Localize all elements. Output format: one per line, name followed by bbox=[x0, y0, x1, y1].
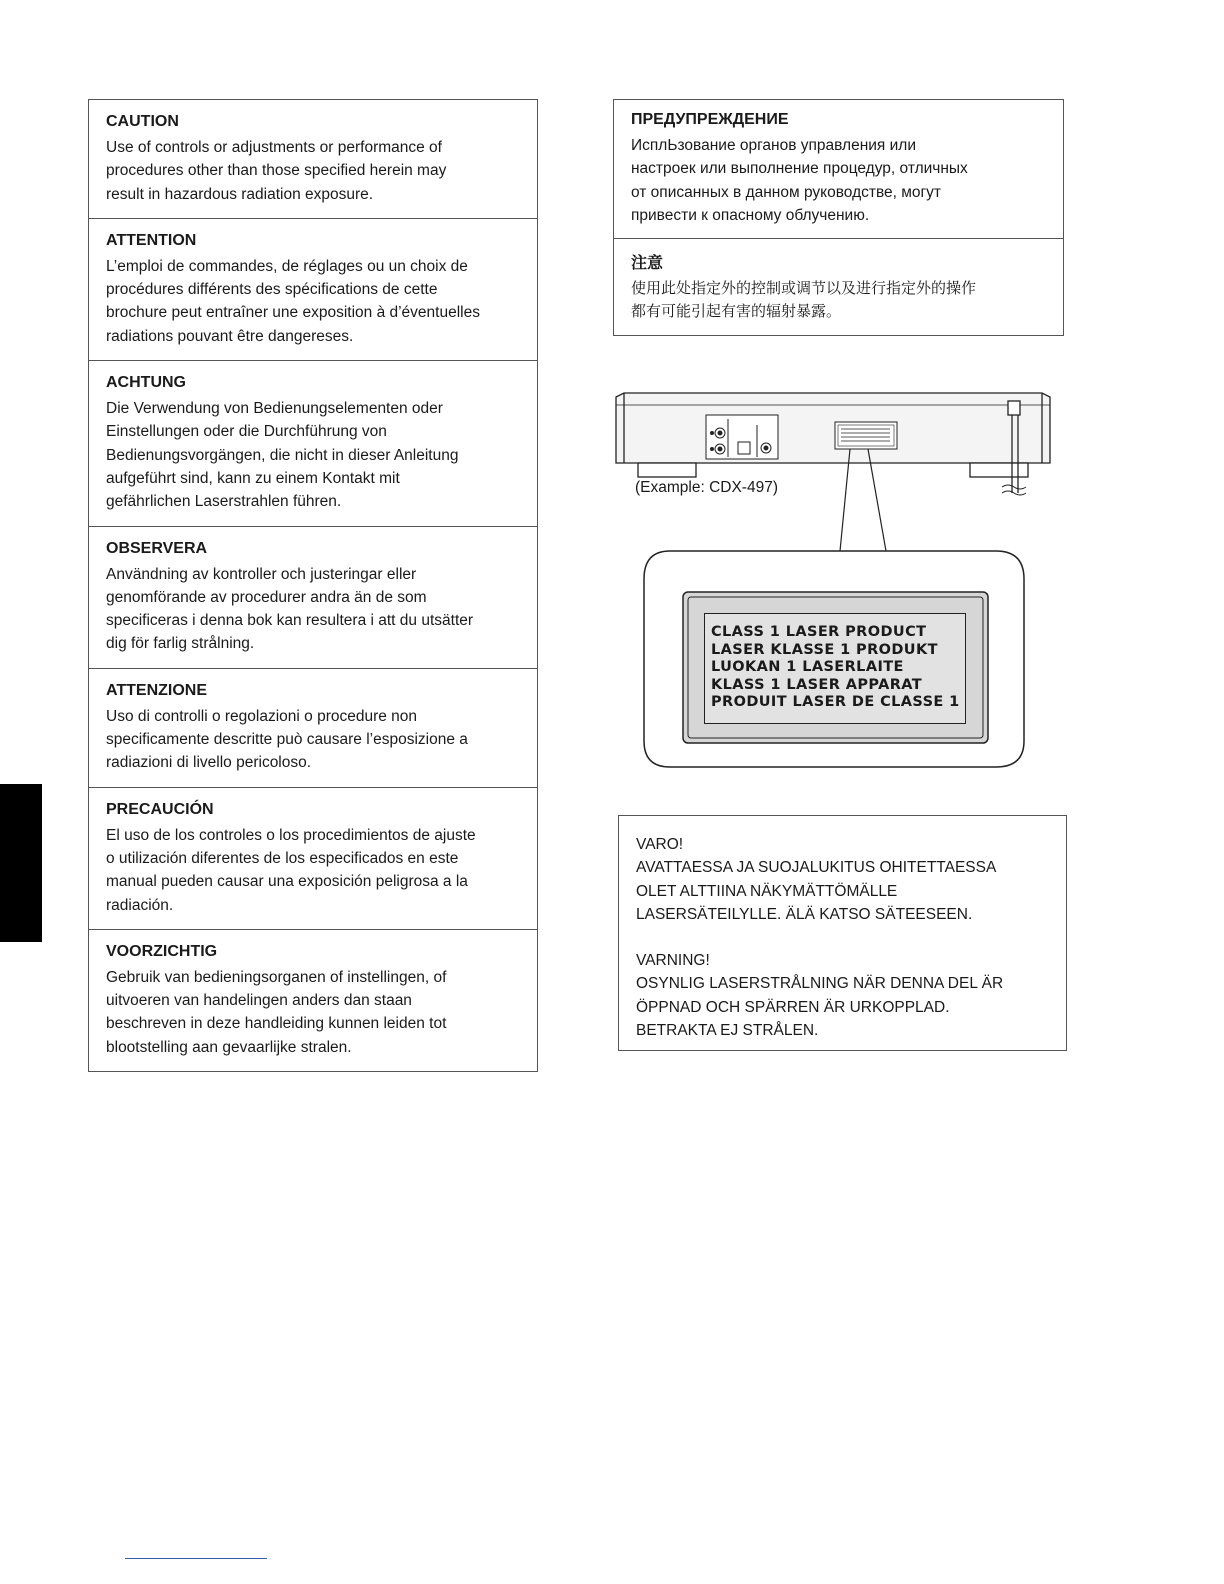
caution-sections-box bbox=[88, 99, 538, 1072]
body-line: procedures other than those specified herein may bbox=[106, 162, 447, 180]
section-title: OBSERVERA bbox=[106, 539, 208, 557]
label-line: LUOKAN 1 LASERLAITE bbox=[711, 659, 904, 675]
body-line: o utilización diferentes de los especificados en este bbox=[106, 849, 459, 867]
section-title: CAUTION bbox=[106, 113, 179, 130]
observera-section bbox=[89, 526, 537, 668]
section-title: ATTENTION bbox=[106, 231, 197, 249]
section-body bbox=[106, 705, 521, 775]
body-line: Uso di controlli o regolazioni o procedure non bbox=[106, 707, 418, 725]
body-line: gefährlichen Laserstrahlen führen. bbox=[106, 493, 342, 511]
section-title: 注意 bbox=[631, 253, 664, 273]
varning-line: ÖPPNAD OCH SPÄRREN ÄR URKOPPLAD. bbox=[636, 998, 950, 1016]
section-title: PRECAUCIÓN bbox=[106, 800, 214, 818]
section-body bbox=[106, 397, 521, 513]
body-line: beschreven in deze handleiding kunnen leiden tot bbox=[106, 1015, 447, 1033]
language-tab-marker bbox=[0, 784, 42, 942]
russian-chinese-box bbox=[613, 99, 1064, 336]
section-body bbox=[106, 563, 521, 656]
section-title: VOORZICHTIG bbox=[106, 942, 218, 960]
device-foot-left bbox=[638, 463, 696, 477]
body-line: specificeras i denna bok kan resultera i att du utsätter bbox=[106, 612, 474, 630]
body-line: 使用此处指定外的控制或调节以及进行指定外的操作 bbox=[631, 279, 977, 298]
label-line: LASER KLASSE 1 PRODUKT bbox=[711, 641, 938, 658]
section-title: ACHTUNG bbox=[106, 374, 186, 392]
body-line: Die Verwendung von Bedienungselementen oder bbox=[106, 400, 443, 418]
body-line: radiations pouvant être dangereses. bbox=[106, 327, 354, 345]
device-rear-panel bbox=[616, 393, 1050, 463]
section-body bbox=[631, 134, 1047, 227]
section-body bbox=[106, 255, 521, 348]
varo-heading: VARO! bbox=[636, 836, 684, 853]
body-line: manual pueden causar una exposición peligrosa a la bbox=[106, 873, 468, 891]
body-line: radiazioni di livello pericoloso. bbox=[106, 754, 312, 772]
attenzione-section bbox=[89, 668, 537, 787]
body-line: привести к опасному облучению. bbox=[631, 206, 870, 224]
diagram-caption: (Example: CDX-497) bbox=[635, 479, 778, 496]
body-line: blootstelling aan gevaarlijke stralen. bbox=[106, 1038, 352, 1056]
varo-line: LASERSÄTEILYLLE. ÄLÄ KATSO SÄTEESEEN. bbox=[636, 905, 973, 923]
device-laser-label bbox=[835, 422, 897, 449]
body-line: procédures différents des spécifications de cette bbox=[106, 281, 438, 299]
section-title: ATTENZIONE bbox=[106, 681, 208, 699]
leader-line-right bbox=[868, 449, 886, 551]
caution-section bbox=[89, 100, 537, 218]
varo-line: OLET ALTTIINA NÄKYMÄTTÖMÄLLE bbox=[636, 882, 898, 900]
body-line: aufgeführt sind, kann zu einem Kontakt mit bbox=[106, 469, 400, 487]
section-body bbox=[106, 966, 521, 1059]
leader-line-left bbox=[840, 449, 850, 551]
body-line: result in hazardous radiation exposure. bbox=[106, 185, 374, 203]
rear-panel-diagram bbox=[610, 385, 1070, 785]
voorzichtig-section bbox=[89, 929, 537, 1071]
varning-line: BETRAKTA EJ STRÅLEN. bbox=[636, 1022, 819, 1040]
body-line: genomförande av procedurer andra än de som bbox=[106, 588, 427, 606]
varning-line: OSYNLIG LASERSTRÅLNING NÄR DENNA DEL ÄR bbox=[636, 975, 1004, 993]
label-line: KLASS 1 LASER APPARAT bbox=[711, 676, 923, 693]
body-line: Einstellungen oder die Durchführung von bbox=[106, 423, 387, 441]
body-line: 都有可能引起有害的辐射暴露。 bbox=[631, 302, 842, 321]
section-body bbox=[106, 824, 521, 917]
body-line: uitvoeren van handelingen anders dan staan bbox=[106, 992, 412, 1010]
precaucion-section bbox=[89, 787, 537, 929]
nordic-warning-box bbox=[618, 815, 1067, 1051]
section-body bbox=[631, 277, 1047, 324]
chinese-section bbox=[614, 238, 1063, 335]
body-line: El uso de los controles o los procedimientos de ajuste bbox=[106, 826, 476, 844]
body-line: brochure peut entraîner une exposition à d’éventuelles bbox=[106, 304, 480, 322]
body-line: Bedienungsvorgängen, die nicht in dieser Anleitung bbox=[106, 446, 459, 464]
digital-output-panel bbox=[706, 415, 778, 459]
body-line: от описанных в данном руководстве, могут bbox=[631, 183, 942, 201]
laser-class-label bbox=[704, 613, 966, 724]
body-line: Användning av kontroller och justeringar eller bbox=[106, 565, 417, 583]
achtung-section bbox=[89, 360, 537, 525]
body-line: Gebruik van bedieningsorganen of instellingen, of bbox=[106, 968, 447, 986]
label-line: PRODUIT LASER DE CLASSE 1 bbox=[711, 694, 960, 710]
body-line: ИсплЬзование органов управления или bbox=[631, 137, 916, 154]
body-line: dig för farlig strålning. bbox=[106, 635, 255, 653]
varning-heading: VARNING! bbox=[636, 952, 710, 970]
body-line: настроек или выполнение процедур, отличных bbox=[631, 160, 968, 178]
attention-section bbox=[89, 218, 537, 360]
varo-line: AVATTAESSA JA SUOJALUKITUS OHITETTAESSA bbox=[636, 859, 997, 877]
section-title: ПРЕДУПРЕЖДЕНИЕ bbox=[631, 111, 789, 128]
section-body bbox=[106, 136, 521, 206]
footer-rule bbox=[125, 1558, 267, 1559]
body-line: Use of controls or adjustments or performance of bbox=[106, 139, 442, 156]
body-line: radiación. bbox=[106, 896, 174, 914]
body-line: specificamente descritte può causare l’esposizione a bbox=[106, 731, 468, 749]
russian-section bbox=[614, 100, 1063, 238]
label-line: CLASS 1 LASER PRODUCT bbox=[711, 624, 927, 640]
body-line: L’emploi de commandes, de réglages ou un choix de bbox=[106, 257, 468, 275]
device-foot-right bbox=[970, 463, 1028, 477]
